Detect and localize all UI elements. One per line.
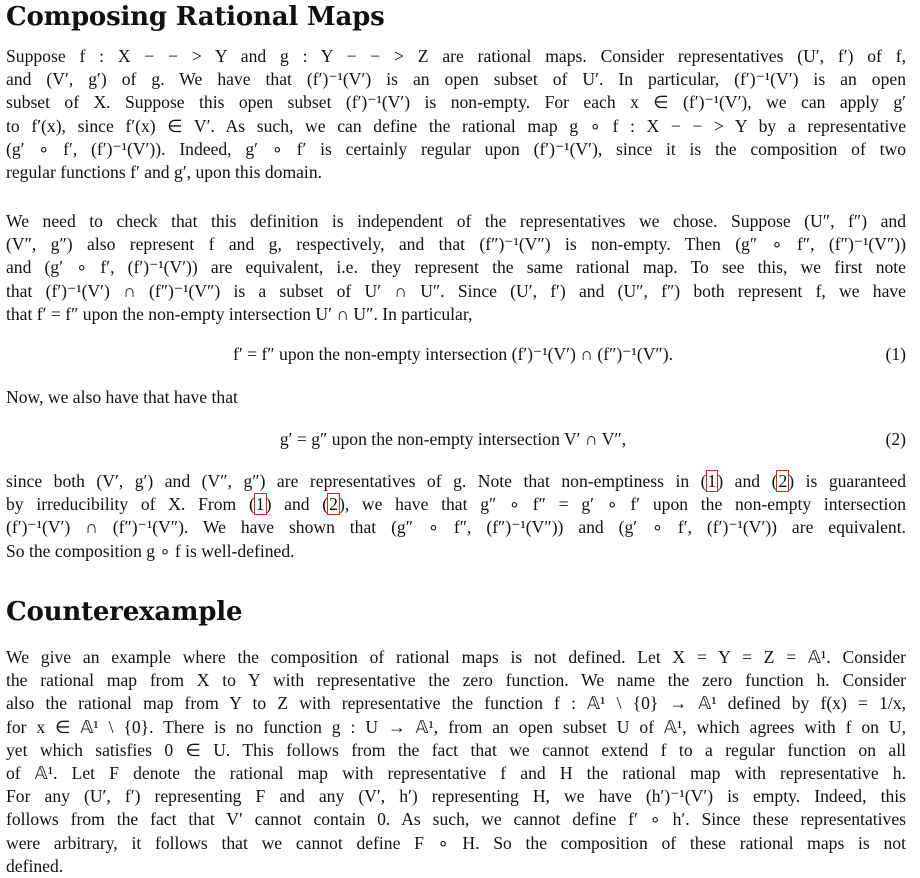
text-line: and (V′, g′) of g. We have that (f′)⁻¹(V′) is an open subset of U′. In particular, (f′)⁻¹(V′) is an open bbox=[6, 69, 906, 90]
text-segment: , we have that g″ ∘ f″ = g′ ∘ f′ upon the non-empty intersection bbox=[344, 494, 906, 515]
section-title-counterexample: Counterexample bbox=[6, 597, 243, 627]
text-line: So the composition g ∘ f is well-defined. bbox=[6, 540, 295, 561]
paragraph-counterexample bbox=[6, 646, 906, 878]
equation-ref-link-2[interactable]: 2 bbox=[778, 471, 788, 491]
text-line: regular functions f′ and g′, upon this domain. bbox=[6, 161, 323, 182]
equation-1 bbox=[0, 344, 906, 368]
text-line: of 𝔸¹. Let F denote the rational map with representative f and H the rational map with representative h. bbox=[6, 762, 906, 783]
text-line: (f′)⁻¹(V′) ∩ (f″)⁻¹(V″). We have shown that (g″ ∘ f″, (f″)⁻¹(V″)) and (g′ ∘ f′, (f′)⁻¹(V′)) are equivalent. bbox=[6, 517, 906, 538]
text-line: and (g′ ∘ f′, (f′)⁻¹(V′)) are equivalent, i.e. they represent the same rational map. To see this, we first note bbox=[6, 257, 906, 278]
text-line: We need to check that this definition is independent of the representatives we chose. Suppose (U″, f″) and bbox=[6, 211, 906, 231]
paragraph-conclusion bbox=[6, 470, 906, 563]
equation-number: (2) bbox=[885, 429, 906, 449]
text-line: to f′(x), since f′(x) ∈ V′. As such, we can define the rational map g ∘ f : X − − > Y by a representative bbox=[6, 115, 906, 136]
text-segment: since both (V′, g′) and (V″, g″) are representatives of g. Note that non-emptiness in bbox=[6, 471, 701, 491]
text-line: (g′ ∘ f′, (f′)⁻¹(V′)). Indeed, g′ ∘ f′ is certainly regular upon (f′)⁻¹(V′), since it is the composition of two bbox=[6, 138, 906, 159]
equation-2 bbox=[0, 429, 906, 453]
text-segment: is guaranteed bbox=[794, 471, 906, 491]
equation-body: g′ = g″ upon the non-empty intersection V′ ∩ V″, bbox=[279, 429, 627, 449]
text-line: were arbitrary, it follows that we cannot define F ∘ H. So the composition of these rational maps is not bbox=[6, 832, 906, 853]
equation-ref-link-2[interactable]: 2 bbox=[329, 494, 338, 515]
equation-body: f′ = f″ upon the non-empty intersection (f′)⁻¹(V′) ∩ (f″)⁻¹(V″). bbox=[233, 344, 673, 364]
text-line: (V″, g″) also represent f and g, respectively, and that (f″)⁻¹(V″) is non-empty. Then (g″ ∘ f″, (f″)⁻¹(V″)) bbox=[6, 234, 906, 255]
equation-number: (1) bbox=[885, 344, 906, 364]
text-line: We give an example where the composition of rational maps is not defined. Let X = Y = Z = 𝔸¹. Consider bbox=[6, 647, 906, 667]
text-line: by irreducibility of X. From (1) and (2), we have that g″ ∘ f″ = g′ ∘ f′ upon the non-empty intersection bbox=[6, 494, 906, 515]
paragraph-transition bbox=[6, 386, 906, 409]
text-line: Suppose f : X − − > Y and g : Y − − > Z are rational maps. Consider representatives (U′, f′) of f, bbox=[6, 46, 906, 66]
text-line: that f′ = f″ upon the non-empty intersection U′ ∩ U″. In particular, bbox=[6, 303, 473, 324]
text-line: For any (U′, f′) representing F and any (V′, h′) representing H, we have (h′)⁻¹(V′) is empty. Indeed, this bbox=[6, 786, 906, 807]
text-line: since both (V′, g′) and (V″, g″) are representatives of g. Note that non-emptiness in (1) and (2) is guaranteed bbox=[6, 471, 906, 491]
text-segment: and bbox=[723, 471, 772, 491]
text-line: Now, we also have that have that bbox=[6, 387, 238, 407]
text-line: the rational map from X to Y with representative the zero function. We name the zero function h. Consider bbox=[6, 670, 906, 691]
text-line: follows from the fact that V′ cannot contain 0. As such, we cannot define f′ ∘ h′. Since these representatives bbox=[6, 809, 906, 830]
text-line: for x ∈ 𝔸¹ \ {0}. There is no function g : U → 𝔸¹, from an open subset U of 𝔸¹, which agrees with f on U, bbox=[6, 716, 906, 737]
text-line: defined. bbox=[6, 855, 64, 876]
text-line: that (f′)⁻¹(V′) ∩ (f″)⁻¹(V″) is a subset of U′ ∩ U″. Since (U′, f′) and (U″, f″) both represent f, we have bbox=[6, 280, 906, 301]
text-line: subset of X. Suppose this open subset (f′)⁻¹(V′) is non-empty. For each x ∈ (f′)⁻¹(V′), we can apply g′ bbox=[6, 92, 906, 113]
text-segment: by irreducibility of X. From bbox=[6, 494, 249, 515]
text-line: also the rational map from Y to Z with representative the function f : 𝔸¹ \ {0} → 𝔸¹ defined by f(x) = 1/x, bbox=[6, 693, 906, 714]
equation-ref-link-1[interactable]: 1 bbox=[255, 494, 265, 515]
equation-ref-link-1[interactable]: 1 bbox=[707, 471, 717, 491]
text-line: yet which satisfies 0 ∈ U. This follows from the fact that we cannot extend f to a regular function on all bbox=[6, 739, 906, 760]
section-title-composing: Composing Rational Maps bbox=[6, 2, 385, 32]
paragraph-definition bbox=[6, 45, 906, 184]
paragraph-independence bbox=[6, 210, 906, 326]
text-segment: and bbox=[271, 494, 323, 515]
